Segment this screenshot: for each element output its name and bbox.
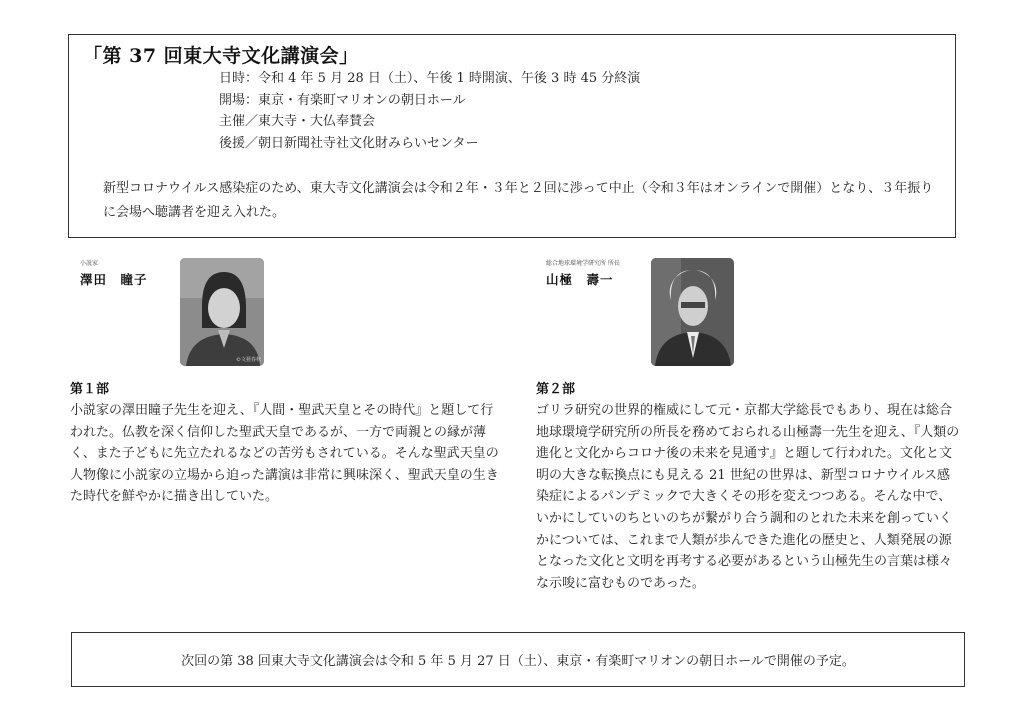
next-event-text: 次回の第 38 回東大寺文化講演会は令和 5 年 5 月 27 日（土）、東京・有楽町マリオンの朝日ホールで開催の予定。 [181, 654, 855, 669]
speaker-1-portrait [180, 258, 264, 366]
event-venue: 開場：東京・有楽町マリオンの朝日ホール [219, 92, 466, 108]
event-date: 日時：令和 4 年 5 月 28 日（土）、午後 1 時開演、午後 3 時 45 分終演 [219, 71, 641, 86]
event-note: 新型コロナウイルス感染症のため、東大寺文化講演会は令和２年・３年と２回に渉って中止（令和３年はオンラインで開催）となり、３年振りに会場へ聴講者を迎え入れた。 [103, 181, 934, 220]
part-1-body: 小説家の澤田瞳子先生を迎え、『人間・聖武天皇とその時代』と題して行われた。仏教を深く信仰した聖武天皇であるが、一方で両親との縁が薄く、また子どもに先立たれるなどの苦労もされている。そんな聖武天皇の人物像に小説家の立場から迫った講演は非常に興味深く、聖武天皇の生きた時代を鮮やかに描き出していた。 [70, 403, 499, 505]
next-event-box [71, 632, 965, 687]
part-2-title: 第２部 [536, 382, 576, 397]
part-1-title: 第１部 [70, 382, 110, 397]
speaker-2-name: 山極 壽一 [546, 272, 614, 287]
speaker-1-role: 小説家 [80, 260, 99, 267]
event-organizer: 主催／東大寺・大仏奉賛会 [219, 114, 376, 129]
event-title: 「第 37 回東大寺文化講演会」 [83, 45, 359, 67]
speaker-2-role: 総合地球環境学研究所 所長 [546, 260, 620, 267]
speaker-1-name: 澤田 瞳子 [80, 272, 148, 287]
event-info-box [68, 34, 956, 238]
speaker-2-portrait [651, 258, 734, 366]
speaker-1-photo-credit: ©文藝春秋 [235, 357, 261, 363]
event-sponsor: 後援／朝日新聞社寺社文化財みらいセンター [219, 135, 479, 151]
part-2-body: ゴリラ研究の世界的権威にして元・京都大学総長でもあり、現在は総合地球環境学研究所の所長を務めておられる山極壽一先生を迎え、『人類の進化と文化からコロナ後の未来を見通す』と題して行われた。文化と文明の大きな転換点にも見える 21 世紀の世界は、新型コロナウイルス感染症によるパンデミックで大きくその形を変えつつある。そんな中で、いかにしていのちといのちが繋がり合う調和のとれた未来を創っていくかについては、これまで人類が歩んできた進化の歴史と、人類発展の源となった文化と文明を再考する必要があるという山極先生の言葉は様々な示唆に富むものであった。 [536, 403, 960, 591]
speaker-2-photo-image [651, 258, 734, 366]
event-details [219, 68, 640, 154]
speaker-1-photo-image [180, 258, 264, 366]
